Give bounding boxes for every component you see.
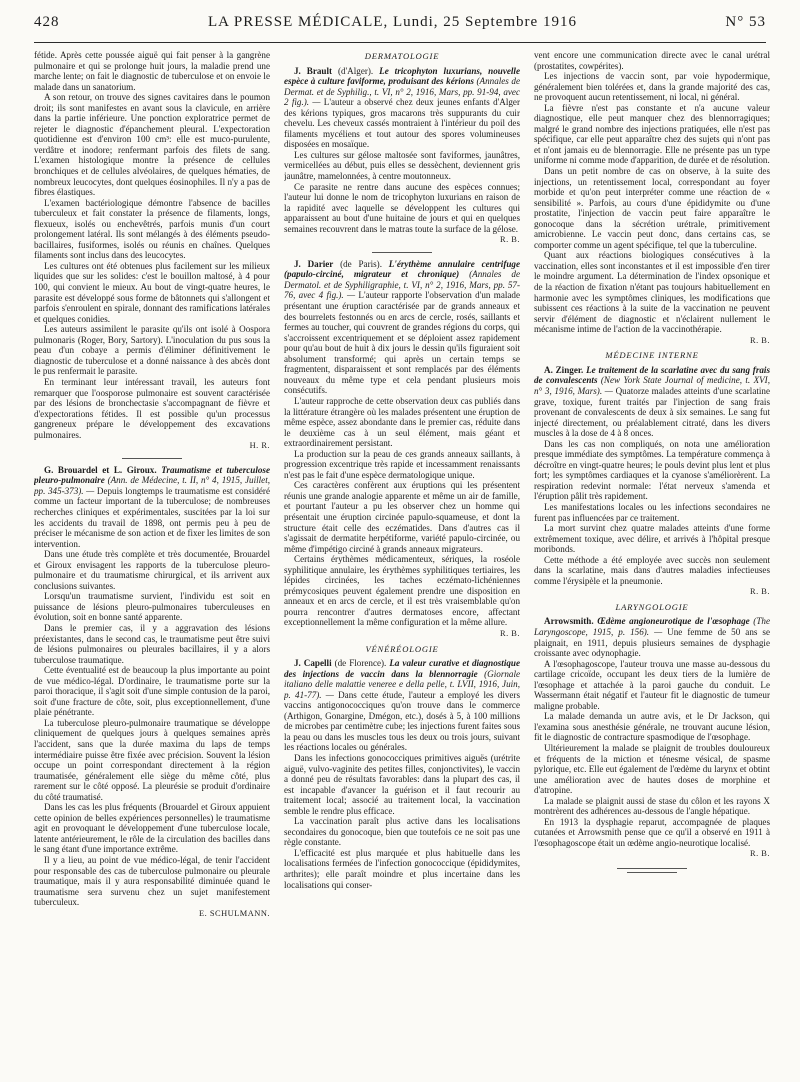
- column-middle: [284, 50, 520, 1075]
- paragraph: La malade se plaignit aussi de stase du côlon et les rayons X montrèrent des adhérences au-dessous de l'angle hépatique.: [534, 795, 770, 817]
- article-lead: L'auteur rapporte l'observation d'un malade présentant une éruption caractérisée par de grands anneaux et des bourrelets festonnés ou en arcs de cercle, rosés, saillants et fermes au toucher, qui couvrent de grandes régions du corps, qui s'accroissent excentriquement et se déploient assez rapidement pour qu'au bout de huit à dix jours le dessin qu'ils figuraient soit absolument transformé; qui après un certain temps se fragmentent, disparaissent et sont remplacés par des éléments nouveaux du même type et cela pendant plusieurs mois consécutifs.: [284, 290, 520, 396]
- article-affiliation: (de Paris).: [333, 258, 389, 269]
- article-title: Traumatisme et tuberculose pleuro-pulmonaire: [34, 464, 270, 486]
- paragraph: Ce parasite ne rentre dans aucune des espèces connues; l'auteur lui donne le nom de tricophyton luxurians en raison de la rapidité avec laquelle se développent les cultures qui apparaissent au bout d'une huitaine de jours et qui en quelques semaines recouvrent dans le matras toute la surface de la gélose.: [284, 181, 520, 234]
- section-heading: MÉDECINE INTERNE: [605, 350, 699, 361]
- signature: H. R.: [249, 441, 270, 451]
- paragraph: La fièvre n'est pas constante et n'a aucune valeur diagnostique, elle peut manquer chez des blennorragiques; malgré le grand nombre des injections pratiquées, elle n'est pas spécifique, car elle peut apparaître chez des sujets qui n'ont pas et n'ont jamais eu de blennorragie. Elle ne présente pas un type uniforme ni comme mode d'apparition, de durée et de résolution.: [534, 102, 770, 166]
- column-right: [534, 50, 770, 1075]
- paragraph: Dans les cas les plus fréquents (Brouardel et Giroux appuient cette opinion de belles expériences personnelles) le traumatisme agit en provoquant le développement d'une tuberculose locale, latente antérieurement, le rôle de la circulation des bacilles dans le sang étant d'une importance extrême.: [34, 802, 270, 855]
- article-author: Arrowsmith.: [544, 616, 594, 627]
- paragraph: Les manifestations locales ou les infections secondaires ne furent pas influencées par ce traitement.: [534, 501, 770, 523]
- article-source: (The Laryngoscope, 1915, p. 156). —: [534, 616, 770, 637]
- article-abstract: [534, 365, 770, 439]
- article-lead: Une femme de 50 ans se plaignait, en 1911, depuis plusieurs semaines de dysphagie croissante avec odynophagie.: [534, 626, 770, 659]
- article-title: La valeur curative et diagnostique des injections de vaccin dans la blennorragie: [284, 658, 520, 679]
- article-abstract: [284, 259, 520, 396]
- paragraph: Quant aux réactions biologiques consécutives à la vaccination, elles sont inconstantes et il est impossible d'en tirer le moindre argument. La détermination de l'index opsonique et de la réaction de fixation n'étant pas toujours habituellement en harmonie avec les symptômes cliniques, les modifications que subissent ces réactions à la suite de la vaccination ne peuvent servir d'élément de diagnostic et n'éclairent nullement le mécanisme intime de l'action de la vaccinothérapie.: [534, 250, 770, 335]
- article-lead: Depuis longtemps le traumatisme est considéré comme un facteur important de la tuberculose; de nombreuses recherches cliniques et expérimentales, suscitées par la loi sur les accidents du travail de 1898, ont permis peu à peu de préciser le mécanisme de son action et de fixer les limites de son intervention.: [34, 485, 270, 549]
- paragraph: Les injections de vaccin sont, par voie hypodermique, généralement bien tolérées et, dans la grande majorité des cas, ne provoquent aucun retentissement, ni local, ni général.: [534, 71, 770, 103]
- signature: R. B.: [750, 335, 770, 345]
- paragraph: Cette méthode a été employée avec succès non seulement dans la scarlatine, mais dans d'autres maladies infectieuses comme l'érysipèle et la pneumonie.: [534, 554, 770, 586]
- paragraph: Ultérieurement la malade se plaignit de troubles douloureux et fréquents de la miction et ténesme vésical, de spasme pylorique, etc. Elle eut également de l'œdème du larynx et obtint une amélioration avec de hautes doses de morphine et d'atropine.: [534, 743, 770, 796]
- article-source: (Ann. de Médecine, t. II, n° 4, 1915, Juillet, pp. 345-373). —: [34, 475, 270, 496]
- article-separator: [122, 458, 182, 459]
- article-lead: Quatorze malades atteints d'une scarlatine grave, toxique, furent traités par l'injection de sang frais provenant de convalescents de deux à six semaines. Le sang fut injecté directement, ou préalablement citraté, dans les divers muscles à la dose de 4 à 8 onces.: [534, 385, 770, 439]
- article-abstract: [284, 66, 520, 150]
- paragraph: L'examen bactériologique démontre l'absence de bacilles tuberculeux et fait constater la présence de filaments, longs, flexueux, isolés ou enchevêtrés, parfois munis d'un court prolongement latéral. Ils sont mélangés à des éléments pseudo-bacillaires, fusiformes, isolés ou réunis en chaînes. Quelques filaments sont inclus dans des leucocytes.: [34, 197, 270, 261]
- article-author: J. Brault: [294, 65, 333, 76]
- signature: R. B.: [500, 235, 520, 245]
- paragraph: En terminant leur intéressant travail, les auteurs font remarquer que l'oosporose pulmonaire est souvent caractérisée par des lésions de bronchectasie s'accompagnant de fièvre et d'expectorations fétides. Il est possible qu'un processus gangreneux prépare le développement des excavations pulmonaires.: [34, 376, 270, 440]
- article-affiliation: (d'Alger).: [332, 65, 380, 76]
- paragraph: Ces caractères confèrent aux éruptions qui les présentent réunis une grande analogie apparente et même un air de famille, et pourtant l'auteur a pu les observer chez un homme qui présentait une éruption circinée papulo-squameuse, et dont la structure était celle des eczématides. Dans d'autres cas il s'agissait de dermatite herpétiforme, variété papulo-circinée, ou même d'impétigo circiné à grands anneaux migrateurs.: [284, 480, 520, 554]
- paragraph: A son retour, on trouve des signes cavitaires dans le poumon droit; ils sont manifestes en avant sous la clavicule, en arrière dans la partie inférieure. Une ponction exploratrice permet de rejeter le diagnostic d'épanchement pleural. L'expectoration quotidienne est d'environ 100 cm³: elle est muco-purulente, verdâtre et inodore; renfermant parfois des filets de sang. L'examen histologique montre la présence de cellules bronchiques et de cellules alvéolaires, de quelques hématies, de nombreux leucocytes, dont quelques éosinophiles. Il n'y a pas de fibres élastiques.: [34, 92, 270, 198]
- paragraph: Dans les cas non compliqués, on nota une amélioration presque immédiate des symptômes. La température commença à décroître en vingt-quatre heures; le pouls devint plus lent et plus fort; les symptômes cardiaques et la cyanose s'améliorèrent. La respiration redevint normale: l'état nerveux s'amenda et l'éruption pâlit très rapidement.: [534, 438, 770, 502]
- article-source: (Giornale italiano delle malattie veneree e della pelle, t. LVII, 1916, Juin, p. 41-77). —: [284, 668, 520, 700]
- article-title: Œdème angioneurotique de l'œsophage: [593, 616, 750, 627]
- article-separator: [372, 252, 432, 253]
- paragraph: Cette éventualité est de beaucoup la plus importante au point de vue médico-légal. D'ordinaire, le traumatisme porte sur la paroi thoracique, il s'agit soit d'une simple contusion de la paroi, soit d'une fracture de côte, soit, plus exceptionnellement, d'une plaie pénétrante.: [34, 665, 270, 718]
- paragraph: Les auteurs assimilent le parasite qu'ils ont isolé à Oospora pulmonaris (Roger, Bory, Sartory). L'inoculation du pus sous la peau d'un cobaye a permis d'éliminer définitivement le diagnostic de tuberculose et a donné naissance à des abcès dont le pus renfermait le parasite.: [34, 324, 270, 377]
- article-author: G. Brouardel et L. Giroux.: [44, 464, 157, 475]
- paragraph: Il y a lieu, au point de vue médico-légal, de tenir l'accident pour responsable des cas de tuberculose pulmonaire ou pleurale traumatique, mais il y aura responsabilité diminuée quand le traumatisme sera survenu chez un sujet manifestement tuberculeux.: [34, 855, 270, 908]
- article-author: J. Capelli: [294, 658, 332, 669]
- paragraph: La malade demanda un autre avis, et le Dr Jackson, qui l'examina sous anesthésie générale, ne trouvant aucune lésion, fit le diagnostic de contracture spasmodique de l'œsophage.: [534, 711, 770, 743]
- article-author: J. Darier: [294, 258, 334, 269]
- paragraph: En 1913 la dysphagie reparut, accompagnée de plaques cutanées et Arrowsmith pense que ce qu'il a observé en 1911 à l'œsophagoscope était un œdème angio-neurotique localisé.: [534, 816, 770, 848]
- signature: R. B.: [750, 849, 770, 859]
- paragraph: A l'œsophagoscope, l'auteur trouva une masse au-dessous du cartilage cricoïde, occupant les deux tiers de la lumière de l'œsophage et attachée à la paroi gauche du conduit. Le Wassermann était négatif et l'auteur fit le diagnostic de tumeur maligne probable.: [534, 658, 770, 711]
- page-number: 428: [34, 14, 60, 30]
- header-rule: [34, 42, 766, 43]
- issue-number: N° 53: [725, 14, 766, 30]
- article-abstract: [534, 616, 770, 658]
- paragraph: La vaccination paraît plus active dans les localisations secondaires du gonocoque, bien que toutefois ce ne soit pas une règle constante.: [284, 816, 520, 848]
- paragraph: Certains érythèmes médicamenteux, sériques, la roséole syphilitique annulaire, les érythèmes syphilitiques tertiaires, les lépides circinées, les taches eczémato-lichéniennes prémycosiques peuvent également prendre une disposition en anneaux et en arcs de cercle, et il est très vraisemblable qu'on pourra rencontrer d'autres dermatoses encore, affectant exceptionnellement la même configuration et la même allure.: [284, 554, 520, 628]
- article-title: Le tricophyton luxurians, nouvelle espèce à culture faviforme, produisant des kérions: [284, 65, 520, 87]
- page-header: [34, 14, 766, 36]
- signature: R. B.: [500, 628, 520, 638]
- article-title: Le traitement de la scarlatine avec du sang frais de convalescents: [534, 364, 770, 386]
- paragraph: Lorsqu'un traumatisme survient, l'individu est soit en puissance de lésions pleuro-pulmonaires tuberculeuses en évolution, soit en bonne santé apparente.: [34, 591, 270, 623]
- article-title: L'érythème annulaire centrifuge (papulo-circiné, migrateur et chronique): [284, 258, 520, 280]
- signature: R. B.: [750, 587, 770, 597]
- paragraph: Les cultures ont été obtenues plus facilement sur les milieux liquides que sur les solides: c'est le bouillon maltosé, à 4 pour 100, qui convient le mieux. Au bout de vingt-quatre heures, le parasite est développé sous forme de bâtonnets qui s'allongent et parfois s'enroulent en spirale, donnant des ramifications latérales et quelques conidies.: [34, 260, 270, 324]
- journal-title: LA PRESSE MÉDICALE, Lundi, 25 Septembre 1916: [207, 14, 577, 30]
- article-source: (Annales de Dermatol. et de Syphiligraphie, t. VI, n° 2, 1916, Mars, pp. 57-76, avec 4 fig.). —: [284, 269, 520, 301]
- paragraph: fétide. Après cette poussée aiguë qui fait penser à la gangrène pulmonaire et qui se prolonge huit jours, la maladie prend une marche lente; on fait le diagnostic de tuberculose et on envoie le malade dans un sanatorium.: [34, 50, 270, 92]
- article-lead: Dans cette étude, l'auteur a employé les divers vaccins antigonococciques qu'on trouve dans le commerce (Arthigon, Gonargine, Dmégon, etc.), dosés à 5, à 100 millions de microbes par centimètre cube; les injections furent faites sous la peau ou dans les muscles tous les deux ou trois jours, suivant les réactions locales ou générales.: [284, 689, 520, 753]
- paragraph: Les cultures sur gélose maltosée sont faviformes, jaunâtres, vermicellées au début, puis elles se dessèchent, deviennent gris jaunâtre, mamelonnées, à centre moutonneux.: [284, 149, 520, 182]
- paragraph: Dans les infections gonococciques primitives aiguës (urétrite aiguë, vulvo-vaginite des petites filles, conjonctivites), le vaccin a donné peu de résultats favorables: dans la plupart des cas, il est incapable d'avancer la guérison et il faut recourir au traitement local; associé au traitement local, la vaccination semble le rendre plus efficace.: [284, 753, 520, 816]
- article-source: (Annales de Dermat. et de Syphilig., t. VI, n° 2, 1916, Mars, pp. 91-94, avec 2 fig.). —: [284, 76, 520, 108]
- article-source: (New York State Journal of medicine, t. XVI, n° 3, 1916, Mars). —: [534, 375, 770, 396]
- paragraph: L'auteur rapproche de cette observation deux cas publiés dans la littérature étrangère où les malades présentent une éruption de même espèce, assez abondante dans le premier cas, réduite dans le deuxième cas à un seul élément, mais géant et extraordinairement persistant.: [284, 395, 520, 449]
- paragraph: Dans une étude très complète et très documentée, Brouardel et Giroux envisagent les rapports de la tuberculose pleuro-pulmonaire et du traumatisme chirurgical, et ils arrivent aux conclusions suivantes.: [34, 549, 270, 591]
- signature: E. SCHULMANN.: [199, 908, 270, 918]
- article-author: A. Zinger.: [544, 364, 584, 375]
- article-abstract: [34, 465, 270, 549]
- column-left: [34, 50, 270, 1075]
- end-rule: [627, 872, 677, 873]
- paragraph: La tuberculose pleuro-pulmonaire traumatique se développe cliniquement de quelques jours à quelques semaines après l'accident, sans que la durée maxima du laps de temps intermédiaire puisse être fixée avec précision. Souvent la lésion occupe un point correspondant directement à la région traumatisée, généralement elle siège du même côté, plus rarement sur le côté opposé. La pleurésie se produit d'ordinaire du côté traumatisé.: [34, 717, 270, 802]
- paragraph: L'efficacité est plus marquée et plus habituelle dans les localisations fermées de l'infection gonococcique (épididymites, arthrites); elle paraît moindre et plus incertaine dans les localisations qui conser-: [284, 847, 520, 890]
- article-lead: L'auteur a observé chez deux jeunes enfants d'Alger des kérions typiques, gros macarons très suppurants du cuir chevelu. Les cheveux cassés montraient à l'intérieur du poil des filaments mycéliens et tout autour des spores volumineuses disposées en mosaïque.: [284, 97, 520, 150]
- paragraph: Dans un petit nombre de cas on observe, à la suite des injections, un retentissement local, correspondant au foyer morbide et qu'on peut interpréter comme une réaction de « sensibilité ». Parfois, au cours d'une épididymite ou d'une prostatite, l'injection de vaccin peut faire apparaître le gonocoque dans la sécrétion urétrale, primitivement amicrobienne. Le vaccin peut donc, dans certains cas, se comporter comme un agent spécifique, tel que la tuberculine.: [534, 166, 770, 250]
- section-heading: LARYNGOLOGIE: [615, 601, 689, 612]
- paragraph: Dans le premier cas, il y a aggravation des lésions préexistantes, dans le second cas, le traumatisme peut être suivi de lésions pulmonaires ou pleurales bacillaires, il y a alors tuberculose traumatique.: [34, 622, 270, 665]
- end-rule: [617, 868, 687, 869]
- paragraph: La production sur la peau de ces grands anneaux saillants, à progression excentrique très rapide et incessamment renaissants n'est pas le fait d'une espèce dermatologique unique.: [284, 448, 520, 480]
- section-heading: VÉNÉRÉOLOGIE: [365, 643, 439, 654]
- section-heading: DERMATOLOGIE: [364, 51, 440, 61]
- article-affiliation: (de Florence).: [331, 658, 390, 669]
- article-abstract: [284, 658, 520, 753]
- paragraph: vent encore une communication directe avec le canal urétral (prostatites, cowpérites).: [534, 50, 770, 71]
- paragraph: La mort survint chez quatre malades atteints d'une forme extrêmement toxique, avec délire, et arrivés à l'hôpital presque moribonds.: [534, 523, 770, 555]
